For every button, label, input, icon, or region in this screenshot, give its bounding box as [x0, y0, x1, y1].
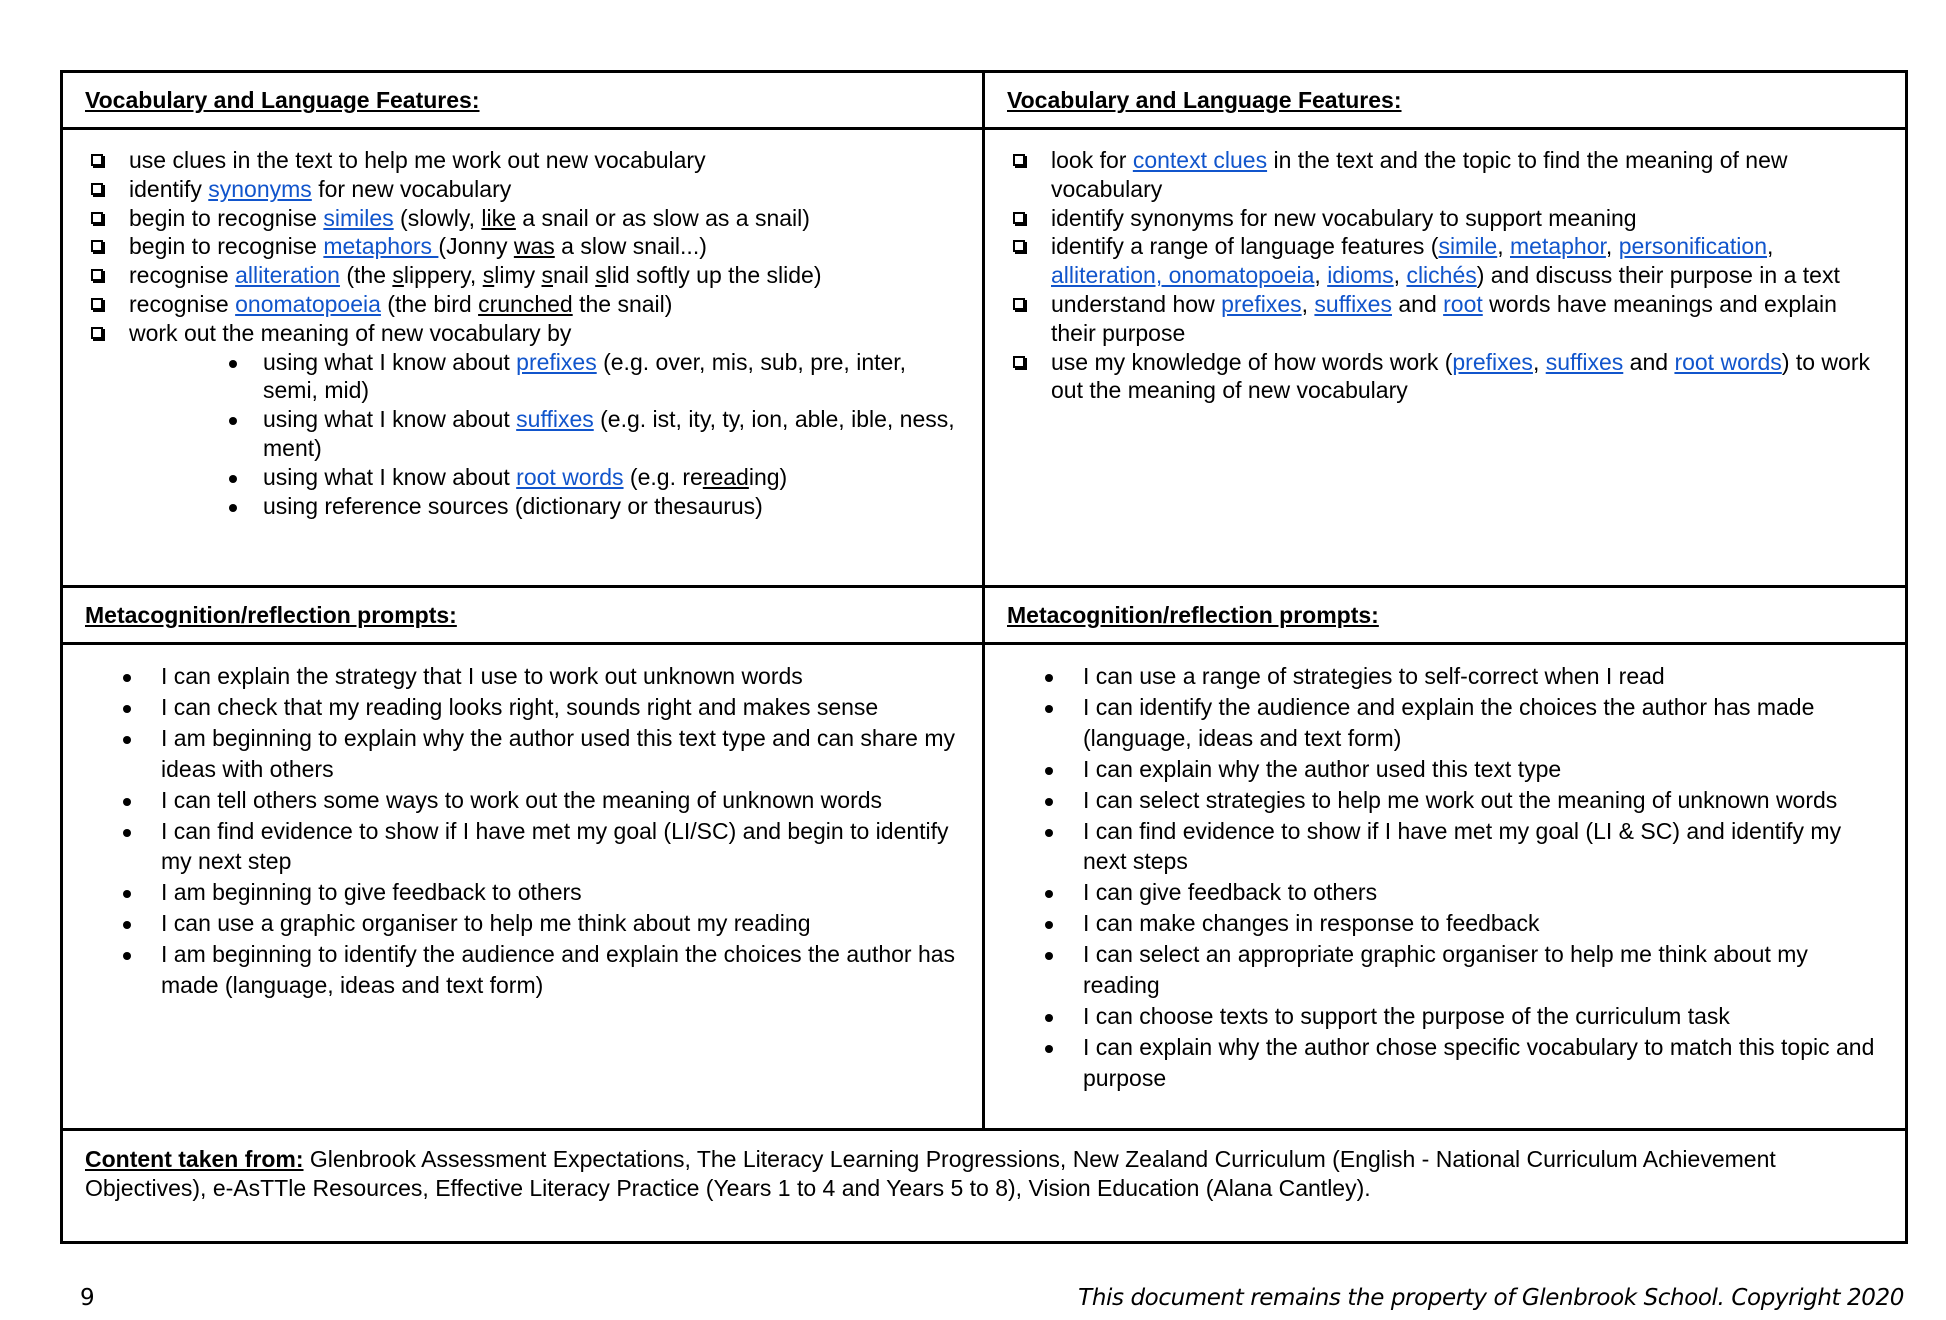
item-text: I can find evidence to show if I have met my goal (LI & SC) and identify my next steps — [1083, 817, 1842, 875]
item-text: I can choose texts to support the purpose of the curriculum task — [1083, 1002, 1730, 1029]
item-text: identify — [129, 175, 209, 202]
item-text: I can tell others some ways to work out the meaning of unknown words — [161, 786, 883, 813]
glossary-link[interactable]: suffixes — [1545, 348, 1624, 375]
item-text: I can give feedback to others — [1083, 879, 1378, 906]
checklist-item — [1013, 232, 1885, 290]
item-text: I can check that my reading looks right, sounds right and makes sense — [161, 693, 879, 720]
reflection-prompt-item — [1041, 1032, 1885, 1094]
item-text: , — [1767, 233, 1774, 260]
meta-right-cell — [984, 644, 1907, 1130]
item-text: (e.g. over, mis, sub, pre, inter, semi, mid) — [263, 348, 907, 404]
emphasis-text: s — [541, 262, 553, 289]
bullet-icon — [123, 952, 131, 960]
glossary-link[interactable]: suffixes — [1314, 290, 1392, 317]
checklist-item — [91, 204, 962, 233]
item-text: I can select strategies to help me work out the meaning of unknown words — [1083, 786, 1838, 813]
glossary-link[interactable]: context clues — [1132, 147, 1268, 173]
glossary-link[interactable]: alliteration — [235, 262, 340, 289]
section-heading: Vocabulary and Language Features: — [85, 87, 480, 113]
meta-right-bullet-list — [985, 645, 1905, 1094]
checkbox-icon[interactable] — [91, 154, 103, 166]
item-text: identify a range of language features ( — [1051, 233, 1439, 260]
checkbox-icon[interactable] — [91, 212, 103, 224]
item-text: a snail or as slow as a snail) — [515, 204, 810, 231]
item-text: , — [1301, 290, 1315, 317]
vocab-left-checklist — [63, 130, 982, 520]
item-text: limy — [494, 262, 542, 289]
glossary-link[interactable]: prefixes — [1452, 348, 1533, 375]
emphasis-text: read — [702, 463, 749, 490]
item-text: I can find evidence to show if I have met my goal (LI/SC) and begin to identify my next step — [161, 817, 949, 875]
glossary-link[interactable]: prefixes — [516, 348, 597, 375]
emphasis-text: s — [482, 262, 495, 289]
checklist-item — [91, 146, 962, 175]
reflection-prompt-item — [119, 939, 962, 1001]
item-text: recognise — [129, 290, 236, 317]
bullet-icon — [123, 736, 131, 744]
item-text: I can use a graphic organiser to help me think about my reading — [161, 910, 811, 937]
reflection-prompt-item — [119, 661, 962, 692]
bullet-icon — [1045, 798, 1053, 806]
item-text: , — [1532, 348, 1546, 375]
item-text: ) and discuss their purpose in a text — [1476, 262, 1840, 289]
item-text: the snail) — [572, 290, 673, 317]
glossary-link[interactable]: alliteration, onomatopoeia — [1051, 262, 1315, 289]
item-text: I can explain why the author used this text type — [1083, 755, 1562, 782]
vocab-left-header-cell — [62, 72, 984, 129]
sub-bullet-item — [225, 405, 962, 463]
emphasis-text: crunched — [478, 290, 573, 317]
checklist-item — [91, 175, 962, 204]
item-text: using what I know about — [263, 463, 517, 490]
item-text: using what I know about — [263, 406, 517, 433]
item-text: recognise — [129, 262, 236, 289]
item-text: I can identify the audience and explain the choices the author has made (language, ideas and text form) — [1083, 693, 1815, 751]
bullet-icon — [123, 829, 131, 837]
checklist-item — [1013, 146, 1885, 204]
reflection-prompt-item — [1041, 661, 1885, 692]
sub-bullet-item — [225, 348, 962, 406]
checklist-item — [91, 319, 962, 521]
vocab-right-cell — [984, 129, 1907, 587]
bullet-icon — [1045, 952, 1053, 960]
glossary-link[interactable]: prefixes — [1221, 290, 1302, 317]
glossary-link[interactable]: synonyms — [208, 175, 312, 202]
glossary-link[interactable]: root — [1443, 290, 1483, 317]
glossary-link[interactable]: root words — [1674, 348, 1782, 375]
reflection-prompt-item — [1041, 754, 1885, 785]
bullet-icon — [229, 417, 237, 425]
glossary-link[interactable]: idioms — [1327, 262, 1394, 289]
item-text: I can explain the strategy that I use to work out unknown words — [161, 663, 803, 689]
section-heading: Metacognition/reflection prompts: — [1007, 602, 1379, 628]
item-text: and — [1391, 290, 1444, 317]
glossary-link[interactable]: similes — [323, 204, 394, 231]
item-text: using reference sources (dictionary or thesaurus) — [263, 492, 763, 519]
checkbox-icon[interactable] — [1013, 356, 1025, 368]
item-text: a slow snail...) — [554, 233, 707, 260]
item-text: nail — [553, 262, 596, 289]
checklist-item — [1013, 290, 1885, 348]
bullet-icon — [1045, 767, 1053, 775]
emphasis-text: was — [513, 233, 555, 260]
bullet-icon — [1045, 1045, 1053, 1053]
reflection-prompt-item — [1041, 1001, 1885, 1032]
page-number: 9 — [80, 1285, 95, 1311]
vocab-right-header-cell — [984, 72, 1907, 129]
item-text: and — [1623, 348, 1675, 375]
bullet-icon — [229, 360, 237, 368]
meta-left-header-cell — [62, 587, 984, 644]
emphasis-text: like — [481, 204, 516, 231]
checkbox-icon[interactable] — [1013, 154, 1025, 166]
item-text: identify synonyms for new vocabulary to support meaning — [1051, 204, 1637, 231]
reflection-prompt-item — [119, 816, 962, 878]
item-text: use my knowledge of how words work ( — [1051, 348, 1453, 375]
item-text: using what I know about — [263, 348, 517, 375]
curriculum-table — [60, 70, 1908, 1244]
checkbox-icon[interactable] — [1013, 212, 1025, 224]
item-text: begin to recognise — [129, 204, 324, 231]
bullet-icon — [1045, 921, 1053, 929]
credits-row — [62, 1130, 1907, 1243]
reflection-prompt-item — [119, 723, 962, 785]
credits-label: Content taken from: — [85, 1146, 304, 1172]
bullet-icon — [229, 504, 237, 512]
bullet-icon — [123, 705, 131, 713]
item-text: (the — [339, 262, 393, 289]
checkbox-icon[interactable] — [1013, 298, 1025, 310]
item-text: I can make changes in response to feedback — [1083, 910, 1540, 937]
item-text: work out the meaning of new vocabulary by — [129, 319, 572, 346]
sub-bullet-list — [129, 348, 962, 521]
item-text: , — [1314, 262, 1328, 289]
bullet-icon — [1045, 829, 1053, 837]
meta-left-cell — [62, 644, 984, 1130]
reflection-prompt-item — [119, 877, 962, 908]
glossary-link[interactable]: personification — [1618, 233, 1767, 260]
bullet-icon — [123, 674, 131, 682]
item-text: , — [1497, 233, 1510, 260]
item-text: I can use a range of strategies to self-correct when I read — [1083, 663, 1665, 689]
checklist-item — [1013, 204, 1885, 233]
item-text: lippery, — [403, 262, 483, 289]
bullet-icon — [1045, 674, 1053, 682]
item-text: begin to recognise — [129, 233, 324, 260]
meta-content-row — [62, 644, 1907, 1130]
vocab-right-checklist — [985, 130, 1905, 405]
bullet-icon — [229, 475, 237, 483]
item-text: , — [1605, 233, 1619, 260]
item-text: words have meanings and explain their purpose — [1051, 290, 1837, 346]
reflection-prompt-item — [119, 692, 962, 723]
glossary-link[interactable]: suffixes — [516, 406, 594, 433]
reflection-prompt-item — [1041, 816, 1885, 878]
reflection-prompt-item — [1041, 692, 1885, 754]
meta-right-header-cell — [984, 587, 1907, 644]
vocab-left-cell — [62, 129, 984, 587]
item-text: (e.g. re — [623, 463, 703, 490]
item-text: understand how — [1051, 290, 1222, 317]
item-text: I am beginning to identify the audience and explain the choices the author has made (language, ideas and text form) — [161, 941, 956, 999]
credits-sources: Glenbrook Assessment Expectations, The Literacy Learning Progressions, New Zealand Curriculum (English - National Curriculum Achievement Objectives), e-AsTTle Resources, Effective Literacy Practice (Years 1 to 4 and Years 5 to 8), Vision Education (Alana Cantley). — [85, 1146, 1776, 1201]
meta-header-row — [62, 587, 1907, 644]
glossary-link[interactable]: metaphor — [1510, 233, 1606, 260]
section-heading: Vocabulary and Language Features: — [1007, 87, 1402, 113]
item-text: use clues in the text to help me work out new vocabulary — [129, 147, 706, 173]
bullet-icon — [123, 890, 131, 898]
item-text: lid softly up the slide) — [606, 262, 822, 289]
bullet-icon — [1045, 890, 1053, 898]
bullet-icon — [123, 798, 131, 806]
item-text: I can explain why the author chose specific vocabulary to match this topic and purpose — [1083, 1033, 1875, 1091]
reflection-prompt-item — [1041, 939, 1885, 1001]
glossary-link[interactable]: root words — [516, 463, 624, 490]
bullet-icon — [1045, 705, 1053, 713]
glossary-link[interactable]: metaphors — [323, 233, 439, 260]
item-text: I can select an appropriate graphic organiser to help me think about my reading — [1083, 941, 1808, 999]
item-text: ) to work out the meaning of new vocabulary — [1051, 348, 1870, 404]
item-text: (Jonny — [438, 233, 514, 260]
item-text: (slowly, — [393, 204, 482, 231]
vocab-content-row — [62, 129, 1907, 587]
bullet-icon — [1045, 1014, 1053, 1022]
section-heading: Metacognition/reflection prompts: — [85, 602, 457, 628]
credits-text — [63, 1131, 1905, 1203]
checkbox-icon[interactable] — [91, 240, 103, 252]
copyright-notice: This document remains the property of Glenbrook School. Copyright 2020 — [1078, 1285, 1904, 1311]
checklist-item — [91, 261, 962, 290]
item-text: for new vocabulary — [311, 175, 512, 202]
checklist-item — [91, 290, 962, 319]
checkbox-icon[interactable] — [1013, 240, 1025, 252]
item-text: (the bird — [380, 290, 479, 317]
emphasis-text: s — [392, 262, 404, 289]
glossary-link[interactable]: onomatopoeia — [235, 290, 381, 317]
glossary-link[interactable]: clichés — [1406, 262, 1477, 289]
sub-bullet-item — [225, 463, 962, 492]
checklist-item — [1013, 348, 1885, 406]
item-text: ing) — [748, 463, 788, 490]
reflection-prompt-item — [119, 785, 962, 816]
checkbox-icon[interactable] — [91, 327, 103, 339]
sub-bullet-item — [225, 492, 962, 521]
reflection-prompt-item — [1041, 908, 1885, 939]
emphasis-text: s — [595, 262, 607, 289]
checklist-item — [91, 232, 962, 261]
checkbox-icon[interactable] — [91, 298, 103, 310]
item-text: I am beginning to give feedback to others — [161, 879, 582, 906]
vocab-header-row — [62, 72, 1907, 129]
glossary-link[interactable]: simile — [1438, 233, 1498, 260]
checkbox-icon[interactable] — [91, 269, 103, 281]
bullet-icon — [123, 921, 131, 929]
meta-left-bullet-list — [63, 645, 982, 1001]
item-text: I am beginning to explain why the author used this text type and can share my ideas with others — [161, 724, 955, 782]
credits-cell — [62, 1130, 1907, 1243]
item-text: (e.g. ist, ity, ty, ion, able, ible, ness, ment) — [263, 406, 955, 461]
reflection-prompt-item — [1041, 785, 1885, 816]
item-text: , — [1393, 262, 1407, 289]
reflection-prompt-item — [1041, 877, 1885, 908]
item-text: look for — [1051, 147, 1133, 173]
reflection-prompt-item — [119, 908, 962, 939]
item-text: in the text and the topic to find the meaning of new vocabulary — [1051, 147, 1788, 202]
checkbox-icon[interactable] — [91, 183, 103, 195]
